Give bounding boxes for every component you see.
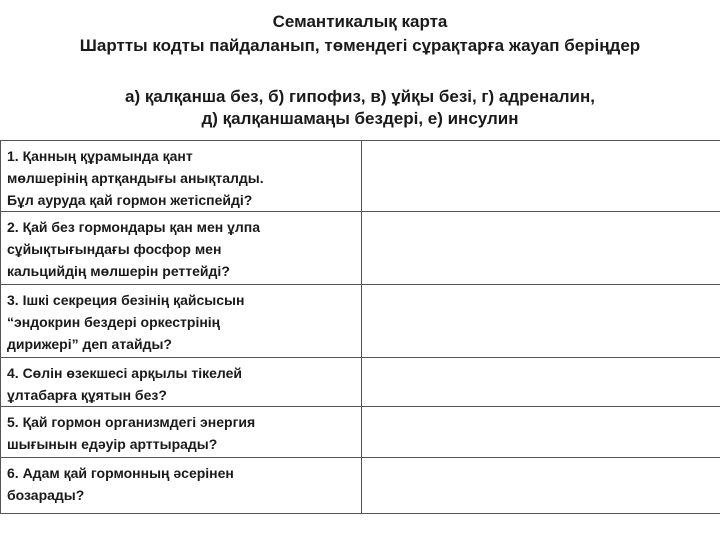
table-row <box>1 458 720 514</box>
question-cell-5 <box>1 407 362 458</box>
answer-options-line-1: а) қалқанша без, б) гипофиз, в) ұйқы безі, г) адреналин, <box>125 87 595 106</box>
answer-cell-3[interactable] <box>362 285 720 358</box>
question-cell-4 <box>1 358 362 407</box>
table-row <box>1 358 720 407</box>
question-3-line-2: “эндокрин бездері оркестрінің <box>7 314 221 330</box>
question-5-line-1: 5. Қай гормон организмдегі энергия <box>7 414 256 430</box>
question-2-line-1: 2. Қай без гормондары қан мен ұлпа <box>7 219 261 235</box>
question-1-line-2: мөлшерінің артқандығы анықталды. <box>7 170 264 186</box>
page-title: Семантикалық карта <box>272 12 448 31</box>
answer-options-line-2: д) қалқаншамаңы бездері, е) инсулин <box>201 109 519 128</box>
semantic-map-table <box>0 140 720 514</box>
question-5-line-2: шығынын едәуір арттырады? <box>7 436 218 452</box>
table-row <box>1 285 720 358</box>
question-2-line-2: сұйықтығындағы фосфор мен <box>7 241 222 257</box>
question-4-line-1: 4. Сөлін өзекшесі арқылы тікелей <box>7 365 242 381</box>
instruction-text: Шартты кодты пайдаланып, төмендегі сұрақтарға жауап беріңдер <box>79 36 641 55</box>
answer-cell-1[interactable] <box>362 141 720 212</box>
question-4-line-2: ұлтабарға құятын без? <box>7 387 167 403</box>
table-row <box>1 407 720 458</box>
answer-cell-2[interactable] <box>362 212 720 285</box>
question-cell-3 <box>1 285 362 358</box>
table-row <box>1 141 720 212</box>
answer-cell-4[interactable] <box>362 358 720 407</box>
question-cell-6 <box>1 458 362 514</box>
table-row <box>1 212 720 285</box>
question-cell-1 <box>1 141 362 212</box>
question-3-line-3: дирижері” деп атайды? <box>7 336 172 352</box>
question-cell-2 <box>1 212 362 285</box>
answer-cell-5[interactable] <box>362 407 720 458</box>
question-3-line-1: 3. Ішкі секреция безінің қайсысын <box>7 292 245 308</box>
question-1-line-3: Бұл ауруда қай гормон жетіспейді? <box>7 192 253 208</box>
question-6-line-1: 6. Адам қай гормонның әсерінен <box>7 465 234 481</box>
question-2-line-3: кальцийдің мөлшерін реттейді? <box>7 263 230 279</box>
question-1-line-1: 1. Қанның құрамында қант <box>7 148 193 164</box>
question-6-line-2: бозарады? <box>7 487 85 503</box>
answer-cell-6[interactable] <box>362 458 720 514</box>
